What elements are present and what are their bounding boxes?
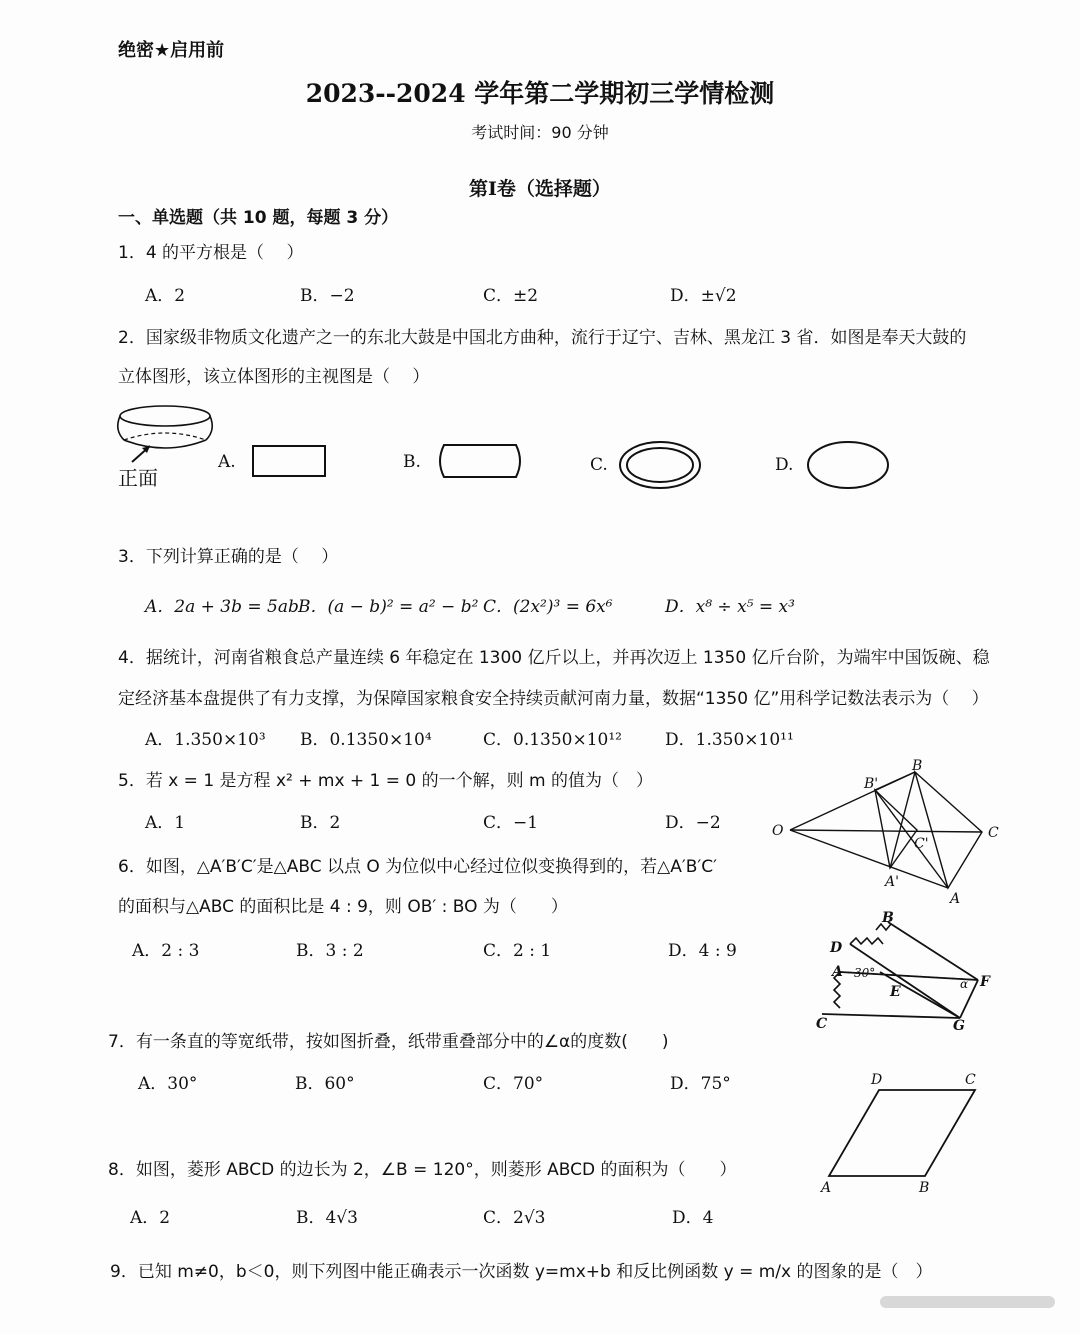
q2-option-d-ellipse [806, 440, 890, 490]
q8-option-a: A．2 [130, 1208, 171, 1228]
q5-option-a: A．1 [145, 813, 186, 833]
q5-option-d: D．−2 [665, 813, 721, 833]
q2-option-a-rectangle [252, 445, 326, 477]
q4-option-c: C．0.1350×10¹² [483, 730, 622, 750]
q6-homothety-figure [770, 760, 1040, 910]
q5-option-c: C．−1 [483, 813, 539, 833]
q7-label-A: A [832, 964, 843, 980]
q1-option-a: A．2 [145, 286, 186, 306]
exam-title: 2023--2024 学年第二学期初三学情检测 [305, 79, 775, 108]
q4-option-d: D．1.350×10¹¹ [665, 730, 794, 750]
q6-option-a: A．2 : 3 [132, 941, 200, 961]
q7-option-d: D．75° [670, 1074, 731, 1094]
q6-stem-line1: 6．如图，△A′B′C′是△ABC 以点 O 为位似中心经过位似变换得到的，若△A′B′C′ [118, 857, 717, 877]
q2-stem-line1: 2．国家级非物质文化遗产之一的东北大鼓是中国北方曲种，流行于辽宁、吉林、黑龙江 3 省．如图是奉天大鼓的 [118, 328, 967, 348]
q2-option-c: C. [590, 455, 608, 475]
q9-stem: 9．已知 m≠0，b＜0，则下列图中能正确表示一次函数 y=mx+b 和反比例函数 y = m/x 的图象的是（ ） [110, 1262, 933, 1282]
q6-label-A-prime: A' [885, 874, 899, 890]
q2-option-a: A. [218, 452, 236, 472]
confidential-mark: 绝密★启用前 [118, 40, 225, 61]
q1-stem: 1．4 的平方根是（ ） [118, 243, 304, 263]
exam-time: 考试时间：90 分钟 [471, 123, 609, 142]
q8-rhombus-figure [815, 1068, 995, 1198]
q7-folded-strip-figure [810, 908, 1010, 1033]
q6-label-B-prime: B' [864, 776, 879, 792]
q5-option-b: B．2 [300, 813, 341, 833]
q6-label-C-prime: C' [914, 836, 929, 852]
q8-label-C: C [965, 1072, 976, 1088]
q2-option-c-double-ellipse [618, 440, 702, 490]
q4-stem-line1: 4．据统计，河南省粮食总产量连续 6 年稳定在 1300 亿斤以上，并再次迈上 1350 亿斤台阶，为端牢中国饭碗、稳 [118, 648, 990, 668]
volume-title: 第Ⅰ卷（选择题） [469, 178, 611, 200]
q1-option-c: C．±2 [483, 286, 539, 306]
q6-stem-line2: 的面积与△ABC 的面积比是 4 : 9，则 OB′ : BO 为（ ） [118, 897, 568, 917]
q1-option-b: B．−2 [300, 286, 355, 306]
section-heading: 一、单选题（共 10 题，每题 3 分） [118, 208, 399, 228]
q7-option-a: A．30° [138, 1074, 198, 1094]
q4-option-b: B．0.1350×10⁴ [300, 730, 432, 750]
q6-label-B: B [912, 758, 923, 774]
q7-stem: 7．有一条直的等宽纸带，按如图折叠，纸带重叠部分中的∠α的度数( ) [108, 1032, 669, 1052]
q6-option-b: B．3 : 2 [296, 941, 364, 961]
q7-label-B: B [882, 910, 894, 926]
q3-option-a: A．2a + 3b = 5ab [145, 597, 299, 617]
q7-label-D: D [830, 940, 843, 956]
q8-option-d: D．4 [672, 1208, 714, 1228]
q8-stem: 8．如图，菱形 ABCD 的边长为 2，∠B = 120°，则菱形 ABCD 的面积为（ ） [108, 1160, 737, 1180]
front-label: 正面 [118, 466, 158, 490]
q2-option-b: B. [403, 452, 421, 472]
q7-option-b: B．60° [295, 1074, 355, 1094]
drum-figure [112, 402, 222, 462]
q3-option-b: B．(a − b)² = a² − b² [298, 597, 479, 617]
q4-option-a: A．1.350×10³ [145, 730, 266, 750]
q7-label-F: F [980, 974, 990, 990]
q6-label-O: O [772, 823, 784, 839]
q2-option-d: D. [775, 455, 794, 475]
q6-label-C: C [988, 825, 999, 841]
q3-option-d: D．x⁸ ÷ x⁵ = x³ [665, 597, 795, 617]
q2-option-b-barrel [436, 443, 524, 479]
q7-label-G: G [953, 1018, 965, 1034]
viewer-scroll-indicator [880, 1296, 1055, 1308]
q7-label-C: C [816, 1016, 828, 1032]
q1-option-d: D．±√2 [670, 286, 737, 306]
q3-option-c: C．(2x²)³ = 6x⁶ [483, 597, 613, 617]
q7-label-E: E [890, 984, 901, 1000]
q5-stem: 5．若 x = 1 是方程 x² + mx + 1 = 0 的一个解，则 m 的值为（ ） [118, 771, 654, 791]
q6-label-A: A [950, 891, 961, 907]
q6-option-d: D．4 : 9 [668, 941, 737, 961]
q8-label-A: A [821, 1180, 832, 1196]
q2-stem-line2: 立体图形，该立体图形的主视图是（ ） [118, 367, 430, 387]
q8-label-D: D [871, 1072, 883, 1088]
q8-label-B: B [919, 1180, 930, 1196]
q8-option-b: B．4√3 [296, 1208, 358, 1228]
q8-option-c: C．2√3 [483, 1208, 546, 1228]
q7-label-30deg: 30° [854, 966, 876, 980]
q6-option-c: C．2 : 1 [483, 941, 552, 961]
q4-stem-line2: 定经济基本盘提供了有力支撑，为保障国家粮食安全持续贡献河南力量，数据“1350 亿”用科学记数法表示为（ ） [118, 689, 989, 709]
q3-stem: 3．下列计算正确的是（ ） [118, 547, 339, 567]
q7-label-alpha: α [960, 977, 969, 991]
q7-option-c: C．70° [483, 1074, 544, 1094]
